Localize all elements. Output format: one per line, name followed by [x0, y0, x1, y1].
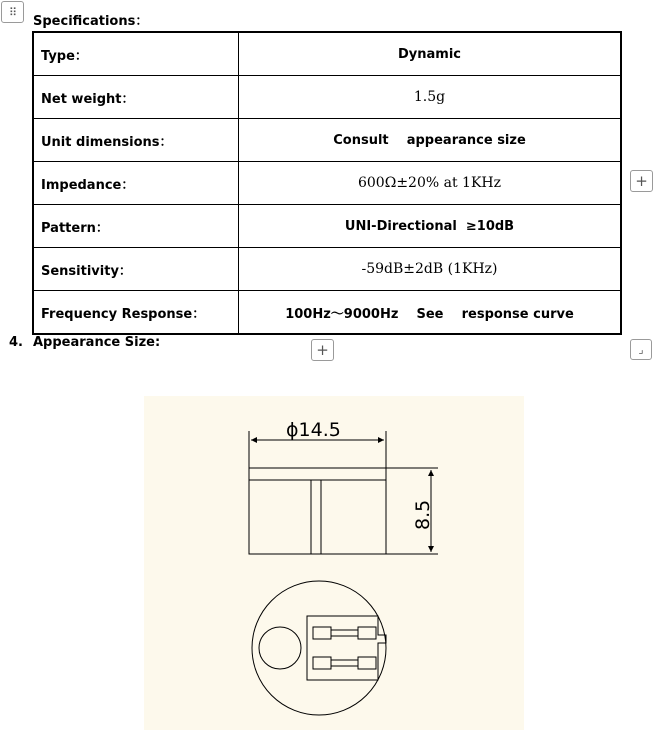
pcb-outline	[307, 616, 386, 680]
appearance-heading	[9, 335, 160, 350]
bottom-hole-circle	[259, 627, 301, 669]
spec-label: Net weight：	[33, 76, 239, 119]
table-row	[33, 162, 621, 205]
specifications-table	[32, 31, 622, 335]
table-move-handle[interactable]	[1, 1, 24, 23]
spec-value: Dynamic	[239, 32, 622, 76]
bottom-outline-circle	[252, 581, 386, 715]
section-number: 4.	[9, 335, 23, 350]
pad-2-left	[313, 657, 331, 669]
pad-1-right	[358, 627, 376, 639]
table-resize-handle[interactable]	[630, 339, 652, 360]
table-row	[33, 248, 621, 291]
spec-label: Type：	[33, 32, 239, 76]
table-row	[33, 76, 621, 119]
specifications-heading: Specifications：	[33, 14, 149, 29]
diameter-label: ϕ14.5	[286, 419, 341, 441]
resize-icon: ⌟	[638, 343, 644, 356]
body-outline	[249, 468, 386, 554]
plus-icon: +	[635, 172, 648, 190]
spec-label: Unit dimensions：	[33, 119, 239, 162]
height-label: 8.5	[412, 499, 434, 530]
pad-1-left	[313, 627, 331, 639]
add-row-button[interactable]	[311, 339, 334, 361]
table-row	[33, 119, 621, 162]
table-row	[33, 32, 621, 76]
spec-value: UNI-Directional ≥10dB	[239, 205, 622, 248]
section-title: Appearance Size:	[33, 335, 161, 350]
spec-label: Sensitivity：	[33, 248, 239, 291]
spec-value: -59dB±2dB (1KHz)	[239, 248, 622, 291]
spec-label: Frequency Response：	[33, 291, 239, 335]
spec-label: Impedance：	[33, 162, 239, 205]
spec-value: 100Hz～9000Hz See response curve	[239, 291, 622, 335]
table-row	[33, 291, 621, 335]
table-row	[33, 205, 621, 248]
spec-value: Consult appearance size	[239, 119, 622, 162]
plus-icon: +	[316, 341, 329, 359]
appearance-drawing	[144, 396, 524, 730]
dimension-drawing	[144, 396, 524, 730]
add-column-button[interactable]	[630, 170, 653, 192]
pad-2-right	[358, 657, 376, 669]
spec-label: Pattern：	[33, 205, 239, 248]
move-handle-icon: ⠿	[8, 5, 17, 19]
spec-value: 1.5g	[239, 76, 622, 119]
spec-value: 600Ω±20% at 1KHz	[239, 162, 622, 205]
